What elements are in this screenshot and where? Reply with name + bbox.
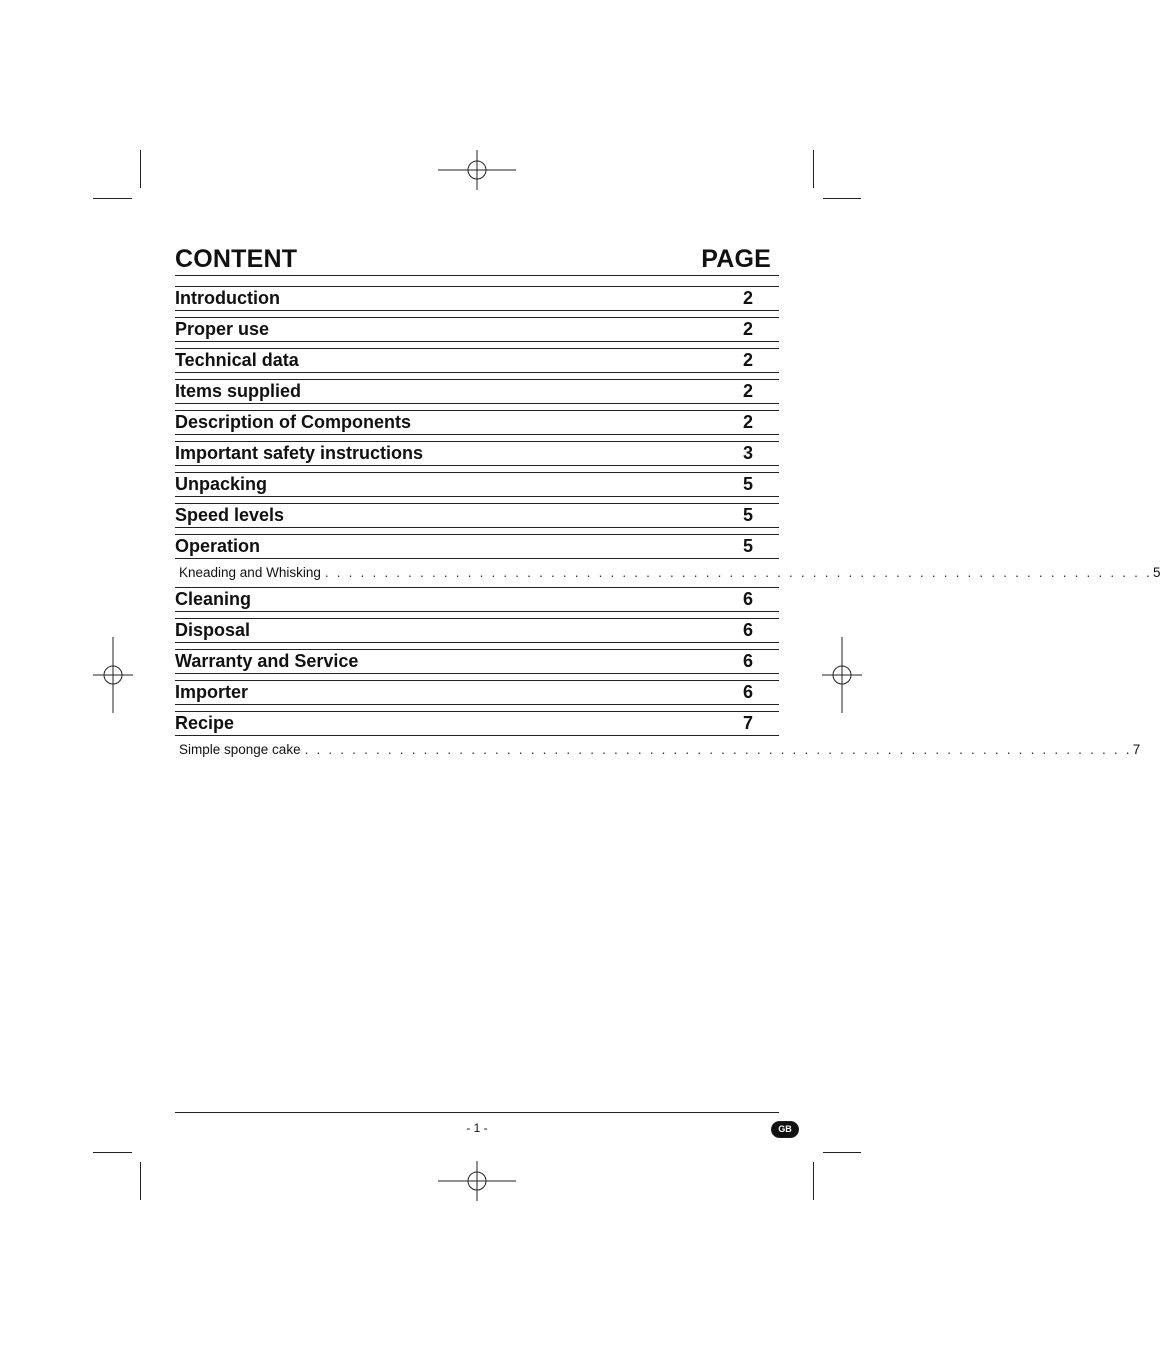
toc-entry-operation[interactable]	[175, 534, 779, 559]
crop-mark	[140, 1162, 141, 1200]
toc-entry-title: Operation	[175, 536, 261, 556]
toc-entry-technical-data[interactable]	[175, 348, 779, 373]
toc-entry-title: Speed levels	[175, 505, 285, 525]
crop-mark	[823, 1152, 861, 1153]
crop-mark	[93, 198, 132, 199]
crop-mark	[823, 198, 861, 199]
toc-entry-introduction[interactable]	[175, 286, 779, 311]
toc-subentry-page: 5	[1153, 564, 1161, 580]
toc-subentry-page: 7	[1132, 741, 1141, 757]
toc-subentry-simple-sponge-cake[interactable]	[175, 738, 1141, 760]
table-of-contents	[175, 286, 1161, 764]
toc-entry-page: 2	[742, 288, 753, 308]
toc-entry-title: Description of Components	[175, 412, 412, 432]
dot-leader: . . . . . . . . . . . . . . . . . . . . . . . . . . . . . . . . . . . . . . . . . . . . . . . . . . . . . . . . . . . . . . . . . . . . . .	[304, 741, 1132, 757]
toc-entry-title: Importer	[175, 682, 249, 702]
toc-entry-title: Important safety instructions	[175, 443, 424, 463]
dot-leader: . . . . . . . . . . . . . . . . . . . . . . . . . . . . . . . . . . . . . . . . . . . . . . . . . . . . . . . . . . . . . . . . . . . . . .	[324, 564, 1152, 580]
toc-entry-title: Introduction	[175, 288, 280, 308]
toc-entry-page: 6	[742, 682, 753, 702]
footer-divider	[175, 1112, 779, 1113]
toc-entry-page: 7	[742, 713, 753, 733]
toc-entry-page: 6	[742, 589, 753, 609]
toc-entry-recipe[interactable]	[175, 711, 779, 736]
toc-entry-title: Items supplied	[175, 381, 302, 401]
toc-entry-page: 5	[742, 536, 753, 556]
toc-entry-title: Disposal	[175, 620, 251, 640]
registration-mark-icon	[822, 637, 862, 713]
crop-mark	[93, 1152, 132, 1153]
toc-entry-items-supplied[interactable]	[175, 379, 779, 404]
toc-entry-page: 2	[742, 381, 753, 401]
toc-entry-page: 5	[742, 505, 753, 525]
toc-entry-speed-levels[interactable]	[175, 503, 779, 528]
toc-entry-page: 2	[742, 350, 753, 370]
toc-entry-warranty-and-service[interactable]	[175, 649, 779, 674]
registration-mark-icon	[93, 637, 133, 713]
page-number: - 1 -	[466, 1121, 488, 1135]
toc-entry-page: 2	[742, 319, 753, 339]
toc-subentry-title: Simple sponge cake	[179, 741, 301, 757]
toc-entry-description-of-components[interactable]	[175, 410, 779, 435]
page-heading: PAGE	[701, 245, 771, 273]
toc-entry-page: 2	[742, 412, 753, 432]
language-badge: GB	[771, 1121, 799, 1138]
registration-mark-icon	[438, 150, 516, 190]
crop-mark	[813, 150, 814, 188]
toc-entry-cleaning[interactable]	[175, 587, 779, 612]
toc-entry-title: Proper use	[175, 319, 270, 339]
toc-entry-page: 5	[742, 474, 753, 494]
toc-entry-title: Unpacking	[175, 474, 268, 494]
toc-entry-page: 6	[742, 620, 753, 640]
toc-entry-title: Cleaning	[175, 589, 252, 609]
toc-entry-page: 6	[742, 651, 753, 671]
registration-mark-icon	[438, 1161, 516, 1201]
toc-subentry-kneading-and-whisking[interactable]	[175, 561, 1161, 583]
toc-subentry-title: Kneading and Whisking	[179, 564, 321, 580]
toc-entry-title: Technical data	[175, 350, 299, 370]
toc-entry-page: 3	[742, 443, 753, 463]
toc-entry-importer[interactable]	[175, 680, 779, 705]
toc-entry-title: Warranty and Service	[175, 651, 359, 671]
toc-entry-disposal[interactable]	[175, 618, 779, 643]
toc-entry-important-safety-instructions[interactable]	[175, 441, 779, 466]
toc-header	[175, 243, 779, 276]
toc-entry-title: Recipe	[175, 713, 235, 733]
toc-entry-proper-use[interactable]	[175, 317, 779, 342]
crop-mark	[140, 150, 141, 188]
content-heading: CONTENT	[175, 245, 298, 273]
toc-entry-unpacking[interactable]	[175, 472, 779, 497]
crop-mark	[813, 1162, 814, 1200]
